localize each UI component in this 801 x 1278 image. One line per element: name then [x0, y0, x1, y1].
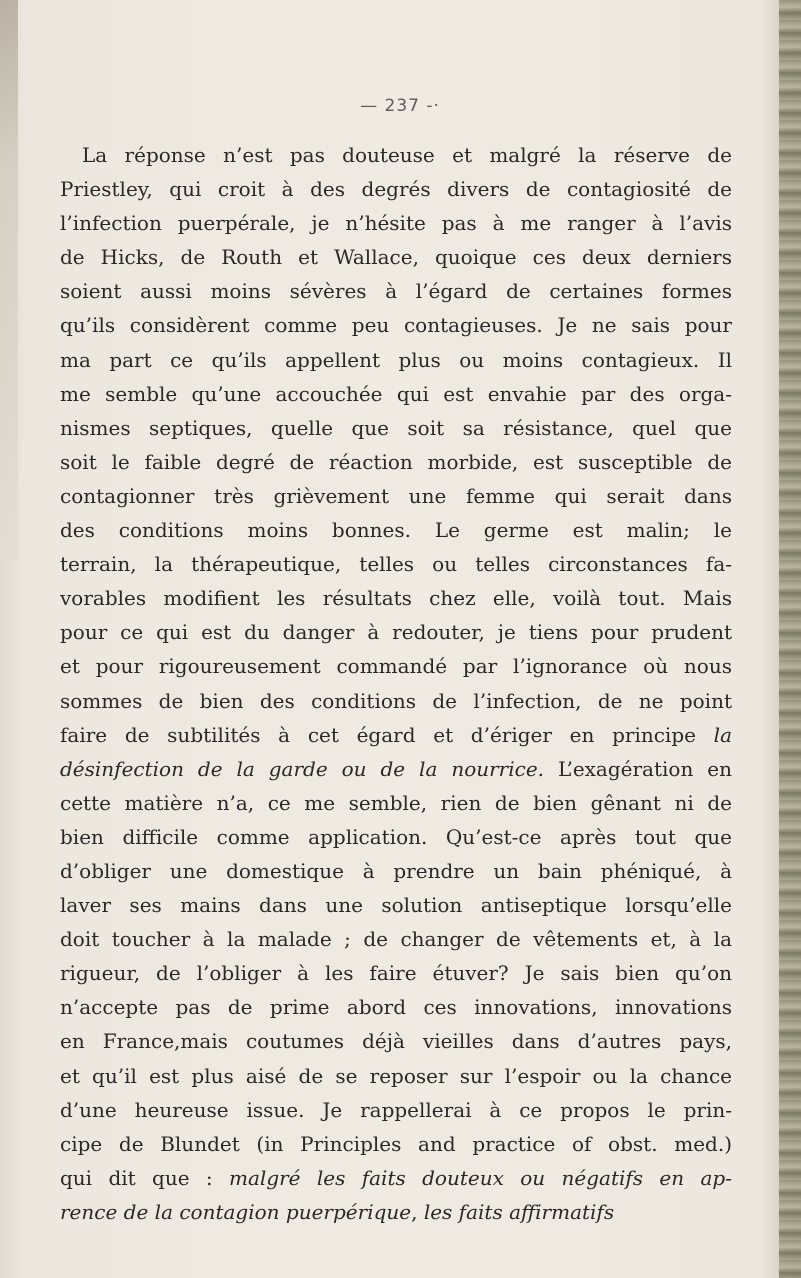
text-line	[60, 445, 732, 479]
text-body	[60, 138, 732, 1229]
text-line	[60, 343, 732, 377]
text-line	[60, 581, 732, 615]
text-run: en France,mais coutumes déjà vieilles dans d’autres pays,	[60, 1029, 732, 1054]
text-line	[60, 172, 732, 206]
italic-text-run: désinfection de la garde ou de la nourrice.	[60, 756, 545, 781]
text-run: d’obliger une domestique à prendre un bain phéniqué, à	[60, 858, 732, 883]
italic-text-run: rence de la contagion puerpérique	[60, 1199, 412, 1224]
text-run: pour ce qui est du danger à redouter, je tiens pour prudent	[60, 620, 732, 645]
text-run: qui dit que :	[60, 1165, 230, 1190]
text-line	[60, 1161, 732, 1195]
text-run: des conditions moins bonnes. Le germe est malin; le	[60, 518, 732, 543]
text-line	[60, 1195, 732, 1229]
text-line	[60, 1024, 732, 1058]
text-line	[60, 1093, 732, 1127]
text-line	[60, 649, 732, 683]
page-left-shadow	[0, 0, 18, 560]
text-line	[60, 718, 732, 752]
text-line	[60, 411, 732, 445]
page-number: — 237 -·	[360, 96, 440, 116]
text-line	[60, 990, 732, 1024]
page-binding-edge	[779, 0, 801, 1278]
text-run: et pour rigoureusement commandé par l’ignorance où nous	[60, 654, 732, 679]
text-run: bien difficile comme application. Qu’est-ce après tout que	[60, 824, 732, 849]
text-run: et qu’il est plus aisé de se reposer sur l’espoir ou la chance	[60, 1063, 732, 1088]
text-run: vorables modifient les résultats chez elle, voilà tout. Mais	[60, 586, 732, 611]
text-run: soit le faible degré de réaction morbide, est susceptible de	[60, 449, 732, 474]
text-run: de Hicks, de Routh et Wallace, quoique ces deux derniers	[60, 245, 732, 270]
text-run: cette matière n’a, ce me semble, rien de bien gênant ni de	[60, 790, 732, 815]
text-line	[60, 752, 732, 786]
text-run: sommes de bien des conditions de l’infection, de ne point	[60, 688, 732, 713]
text-run: terrain, la thérapeutique, telles ou telles circonstances fa-	[60, 552, 732, 577]
text-line	[60, 854, 732, 888]
text-line	[60, 786, 732, 820]
text-line	[60, 1059, 732, 1093]
text-run: n’accepte pas de prime abord ces innovations, innovations	[60, 995, 732, 1020]
text-run: l’infection puerpérale, je n’hésite pas à me ranger à l’avis	[60, 211, 732, 236]
text-run: soient aussi moins sévères à l’égard de certaines formes	[60, 279, 732, 304]
text-run: L’exagération en	[544, 756, 732, 781]
text-line	[60, 547, 732, 581]
italic-text-run: malgré les faits douteux ou négatifs en ap-	[229, 1165, 732, 1190]
text-run: cipe de Blundet (in Principles and practice of obst. med.)	[60, 1131, 732, 1156]
text-line	[60, 479, 732, 513]
text-line	[60, 684, 732, 718]
text-run: d’une heureuse issue. Je rappellerai à ce propos le prin-	[60, 1097, 732, 1122]
text-run: La réponse n’est pas douteuse et malgré la réserve de	[82, 143, 732, 167]
text-line	[60, 377, 732, 411]
text-line	[60, 956, 732, 990]
text-line	[60, 820, 732, 854]
text-run: rigueur, de l’obliger à les faire étuver? Je sais bien qu’on	[60, 961, 732, 986]
italic-text-run: les faits affirmatifs	[423, 1199, 615, 1224]
text-run: me semble qu’une accouchée qui est envahie par des orga-	[60, 381, 732, 406]
text-run: Priestley, qui croit à des degrés divers de contagiosité de	[60, 177, 732, 202]
text-line	[60, 308, 732, 342]
text-line	[60, 138, 732, 172]
text-line	[60, 888, 732, 922]
text-run: nismes septiques, quelle que soit sa résistance, quel que	[60, 415, 732, 440]
text-line	[60, 513, 732, 547]
italic-text-run: la	[713, 722, 732, 747]
text-line	[60, 206, 732, 240]
text-line	[60, 922, 732, 956]
text-run: ,	[411, 1199, 424, 1224]
text-line	[60, 1127, 732, 1161]
text-run: contagionner très grièvement une femme qui serait dans	[60, 483, 732, 508]
text-run: doit toucher à la malade ; de changer de vêtements et, à la	[60, 927, 732, 952]
text-line	[60, 240, 732, 274]
text-run: ma part ce qu’ils appellent plus ou moins contagieux. Il	[60, 347, 732, 372]
text-line	[60, 615, 732, 649]
text-run: faire de subtilités à cet égard et d’ériger en principe	[60, 722, 714, 747]
text-line	[60, 274, 732, 308]
text-run: qu’ils considèrent comme peu contagieuses. Je ne sais pour	[60, 313, 732, 338]
text-run: laver ses mains dans une solution antiseptique lorsqu’elle	[60, 893, 732, 918]
